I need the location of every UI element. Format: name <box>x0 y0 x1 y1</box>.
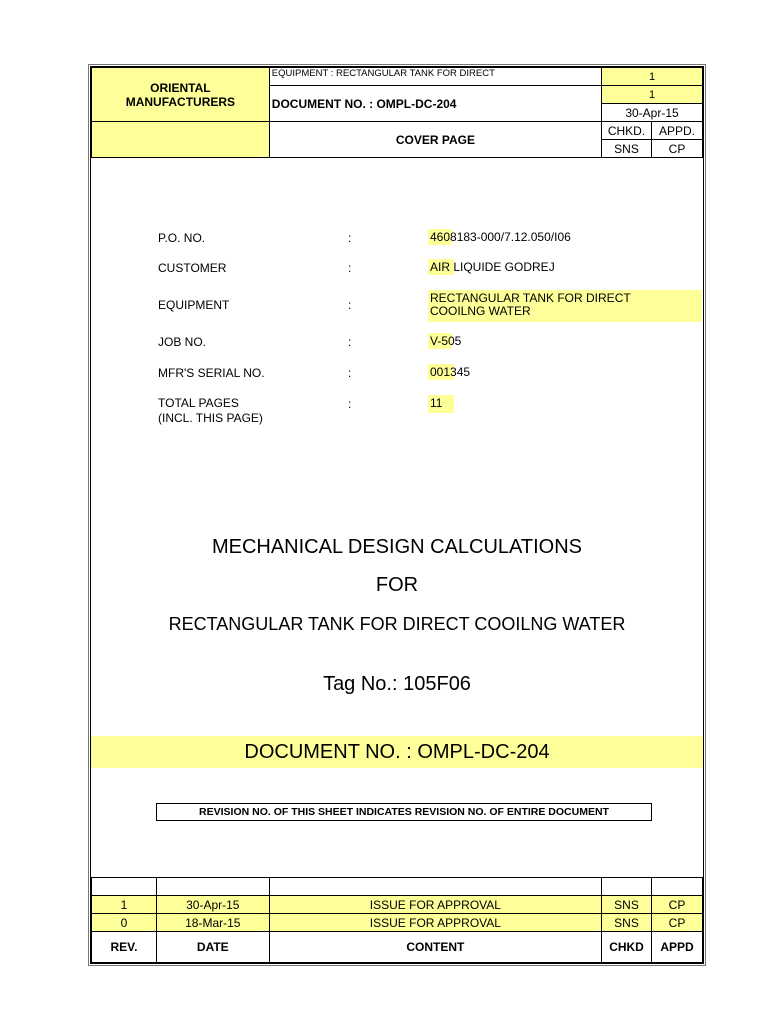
blank-cell <box>652 878 703 896</box>
main-document-no: DOCUMENT NO. : OMPL-DC-204 <box>91 736 703 768</box>
chkd-cell: SNS <box>602 914 652 932</box>
box-value-1: 1 <box>602 68 703 86</box>
equipment-line: EQUIPMENT : RECTANGULAR TANK FOR DIRECT <box>269 68 601 86</box>
chkd-cell: SNS <box>602 896 652 914</box>
total-pages-label <box>158 396 263 426</box>
box-value-2: 1 <box>602 86 703 104</box>
customer-value <box>428 259 557 275</box>
date-header: DATE <box>156 932 269 963</box>
customer-colon: : <box>348 261 352 275</box>
company-name-cell <box>92 68 270 122</box>
header-yellow-filler <box>92 122 270 158</box>
equipment-value-line2: COOILNG WATER <box>430 304 531 318</box>
equipment-label: EQUIPMENT <box>158 298 230 312</box>
content-header: CONTENT <box>269 932 601 963</box>
company-name-line1: ORIENTAL <box>150 80 211 95</box>
header-chkd-label: CHKD. <box>602 122 652 140</box>
po-value <box>428 229 573 245</box>
date-cell: 30-Apr-15 <box>156 896 269 914</box>
po-label: P.O. NO. <box>158 231 206 245</box>
date-cell: 18-Mar-15 <box>156 914 269 932</box>
po-colon: : <box>348 231 352 245</box>
header-document-no: DOCUMENT NO. : OMPL-DC-204 <box>269 86 601 122</box>
rev-header: REV. <box>92 932 157 963</box>
table-row <box>92 914 703 932</box>
job-value <box>428 333 463 349</box>
appd-header: APPD <box>652 932 703 963</box>
serial-colon: : <box>348 366 352 380</box>
header-appd-label: APPD. <box>652 122 703 140</box>
header-chkd-value: SNS <box>602 140 652 158</box>
blank-cell <box>92 878 157 896</box>
revision-header-row <box>92 932 703 963</box>
total-pages-colon: : <box>348 397 352 411</box>
main-subtitle: RECTANGULAR TANK FOR DIRECT COOILNG WATER <box>168 614 626 634</box>
job-label: JOB NO. <box>158 335 207 349</box>
revision-blank-row <box>92 878 703 896</box>
revision-notice: REVISION NO. OF THIS SHEET INDICATES REVISION NO. OF ENTIRE DOCUMENT <box>156 803 652 821</box>
equipment-colon: : <box>348 298 352 312</box>
appd-cell: CP <box>652 914 703 932</box>
table-row <box>92 896 703 914</box>
chkd-header: CHKD <box>602 932 652 963</box>
serial-value <box>428 364 472 380</box>
customer-label: CUSTOMER <box>158 261 227 275</box>
job-value-text: V-505 <box>430 334 462 348</box>
document-frame <box>90 66 704 964</box>
po-value-text: 4608183-000/7.12.050/I06 <box>430 230 571 244</box>
content-cell: ISSUE FOR APPROVAL <box>269 914 601 932</box>
equipment-value <box>428 290 702 322</box>
main-title: MECHANICAL DESIGN CALCULATIONS <box>211 536 583 558</box>
company-name-line2: MANUFACTURERS <box>125 94 236 109</box>
revision-table <box>91 877 703 963</box>
total-pages-value: 11 <box>428 395 454 413</box>
serial-label: MFR'S SERIAL NO. <box>158 366 265 380</box>
serial-value-text: 001345 <box>430 365 471 379</box>
content-cell: ISSUE FOR APPROVAL <box>269 896 601 914</box>
customer-value-text: AIR LIQUIDE GODREJ <box>430 260 555 274</box>
header-page-title: COVER PAGE <box>269 122 601 158</box>
total-pages-label-line2: (INCL. THIS PAGE) <box>158 411 263 425</box>
rev-cell: 1 <box>92 896 157 914</box>
header-date: 30-Apr-15 <box>602 104 703 122</box>
rev-cell: 0 <box>92 914 157 932</box>
header-appd-value: CP <box>652 140 703 158</box>
main-for: FOR <box>375 574 419 596</box>
header-block <box>91 67 703 158</box>
blank-cell <box>156 878 269 896</box>
tag-number: Tag No.: 105F06 <box>323 673 471 695</box>
job-colon: : <box>348 335 352 349</box>
blank-cell <box>269 878 601 896</box>
appd-cell: CP <box>652 896 703 914</box>
total-pages-label-line1: TOTAL PAGES <box>158 396 239 410</box>
blank-cell <box>602 878 652 896</box>
equipment-value-line1: RECTANGULAR TANK FOR DIRECT <box>430 291 631 305</box>
